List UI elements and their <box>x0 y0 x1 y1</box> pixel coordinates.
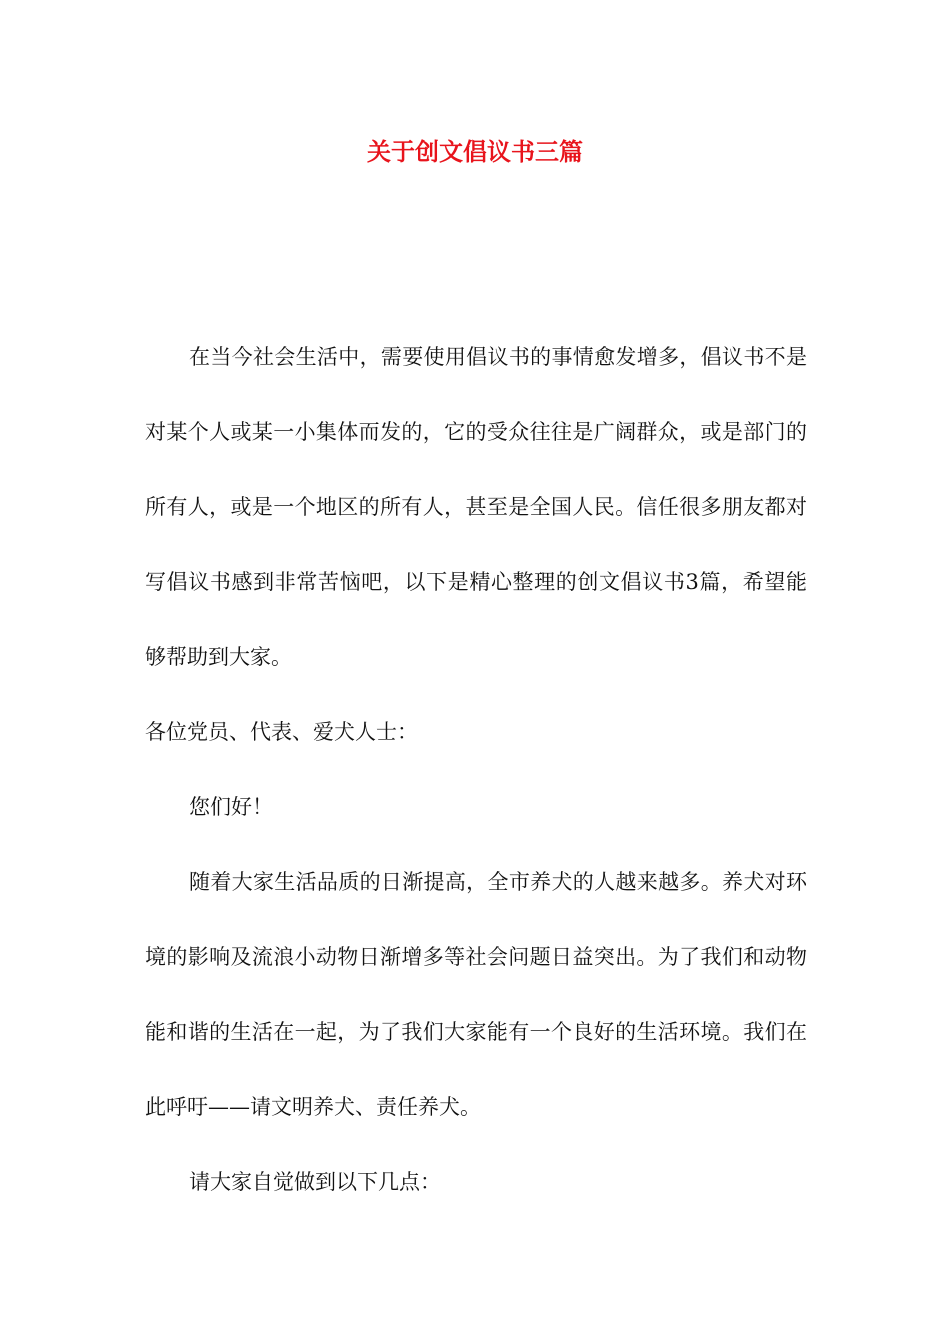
document-body <box>145 320 807 1220</box>
greeting-paragraph: 您们好！ <box>189 795 273 819</box>
intro-paragraph: 在当今社会生活中，需要使用倡议书的事情愈发增多，倡议书不是对某个人或某一小集体而发的，它的受众往往是广阔群众，或是部门的所有人，或是一个地区的所有人，甚至是全国人民。信任很多朋友都对写倡议书感到非常苦恼吧，以下是精心整理的创文倡议书3篇，希望能够帮助到大家。 <box>145 345 807 669</box>
document-title: 关于创文倡议书三篇 <box>367 137 583 166</box>
points-intro-paragraph: 请大家自觉做到以下几点： <box>189 1170 441 1194</box>
salutation-paragraph: 各位党员、代表、爱犬人士： <box>145 720 418 744</box>
appeal-paragraph: 随着大家生活品质的日渐提高，全市养犬的人越来越多。养犬对环境的影响及流浪小动物日渐增多等社会问题日益突出。为了我们和动物能和谐的生活在一起，为了我们大家能有一个良好的生活环境。我们在此呼吁——请文明养犬、责任养犬。 <box>145 870 807 1119</box>
